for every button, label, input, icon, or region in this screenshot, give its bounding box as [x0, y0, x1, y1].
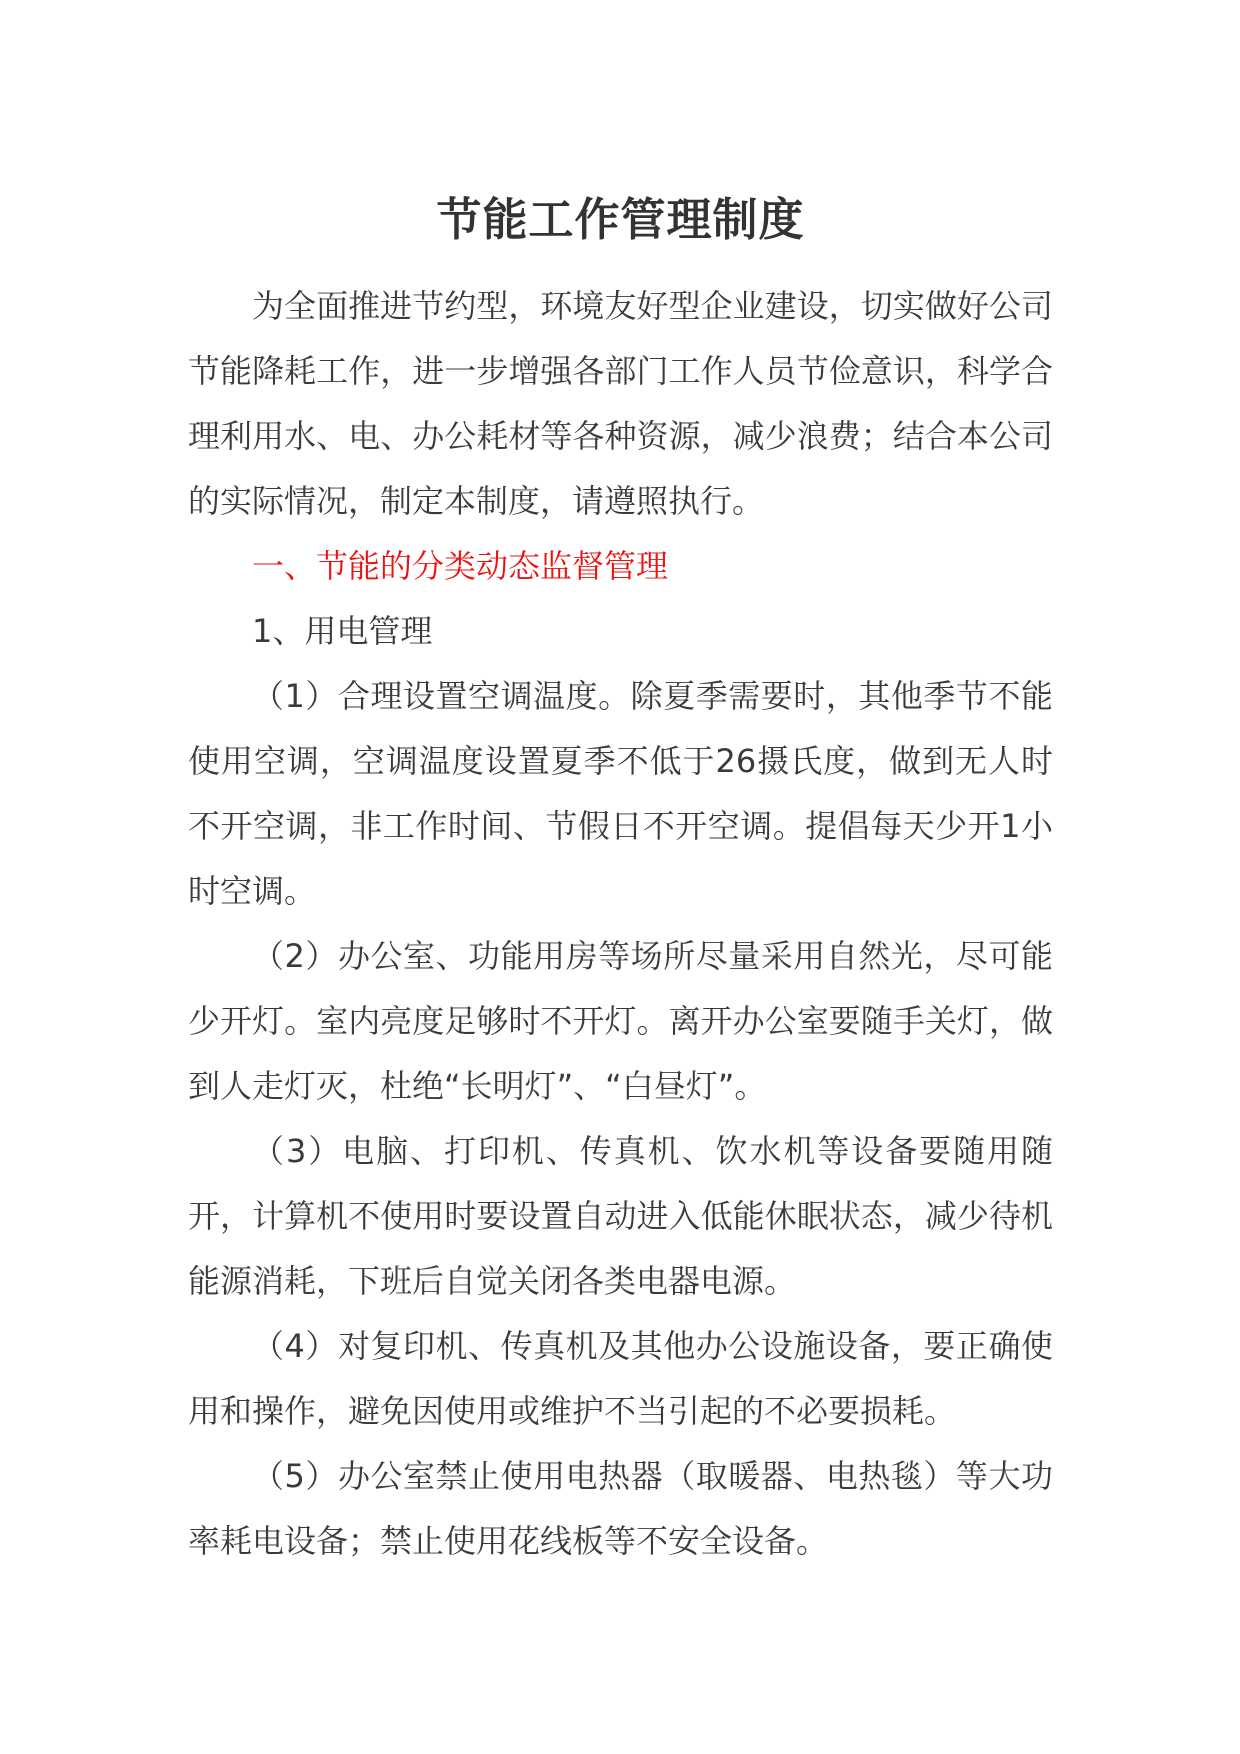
list-item: （3）电脑、打印机、传真机、饮水机等设备要随用随开，计算机不使用时要设置自动进入低能休眠状态，减少待机能源消耗，下班后自觉关闭各类电器电源。 [188, 1132, 1053, 1300]
subsection-heading: 1、用电管理 [252, 612, 433, 650]
section-heading: 一、节能的分类动态监督管理 [252, 547, 669, 585]
list-item: （1）合理设置空调温度。除夏季需要时，其他季节不能使用空调，空调温度设置夏季不低于26摄氏度，做到无人时不开空调，非工作时间、节假日不开空调。提倡每天少开1小时空调。 [188, 677, 1053, 910]
list-item: （4）对复印机、传真机及其他办公设施设备，要正确使用和操作，避免因使用或维护不当引起的不必要损耗。 [188, 1327, 1053, 1430]
document-body [188, 190, 1053, 1574]
list-item: （2）办公室、功能用房等场所尽量采用自然光，尽可能少开灯。室内亮度足够时不开灯。离开办公室要随手关灯，做到人走灯灭，杜绝“长明灯”、“白昼灯”。 [188, 937, 1053, 1105]
intro-paragraph: 为全面推进节约型，环境友好型企业建设，切实做好公司节能降耗工作，进一步增强各部门工作人员节俭意识，科学合理利用水、电、办公耗材等各种资源，减少浪费；结合本公司的实际情况，制定本制度，请遵照执行。 [188, 287, 1053, 520]
document-title: 节能工作管理制度 [436, 193, 805, 246]
list-item: （5）办公室禁止使用电热器（取暖器、电热毯）等大功率耗电设备；禁止使用花线板等不安全设备。 [188, 1457, 1053, 1560]
